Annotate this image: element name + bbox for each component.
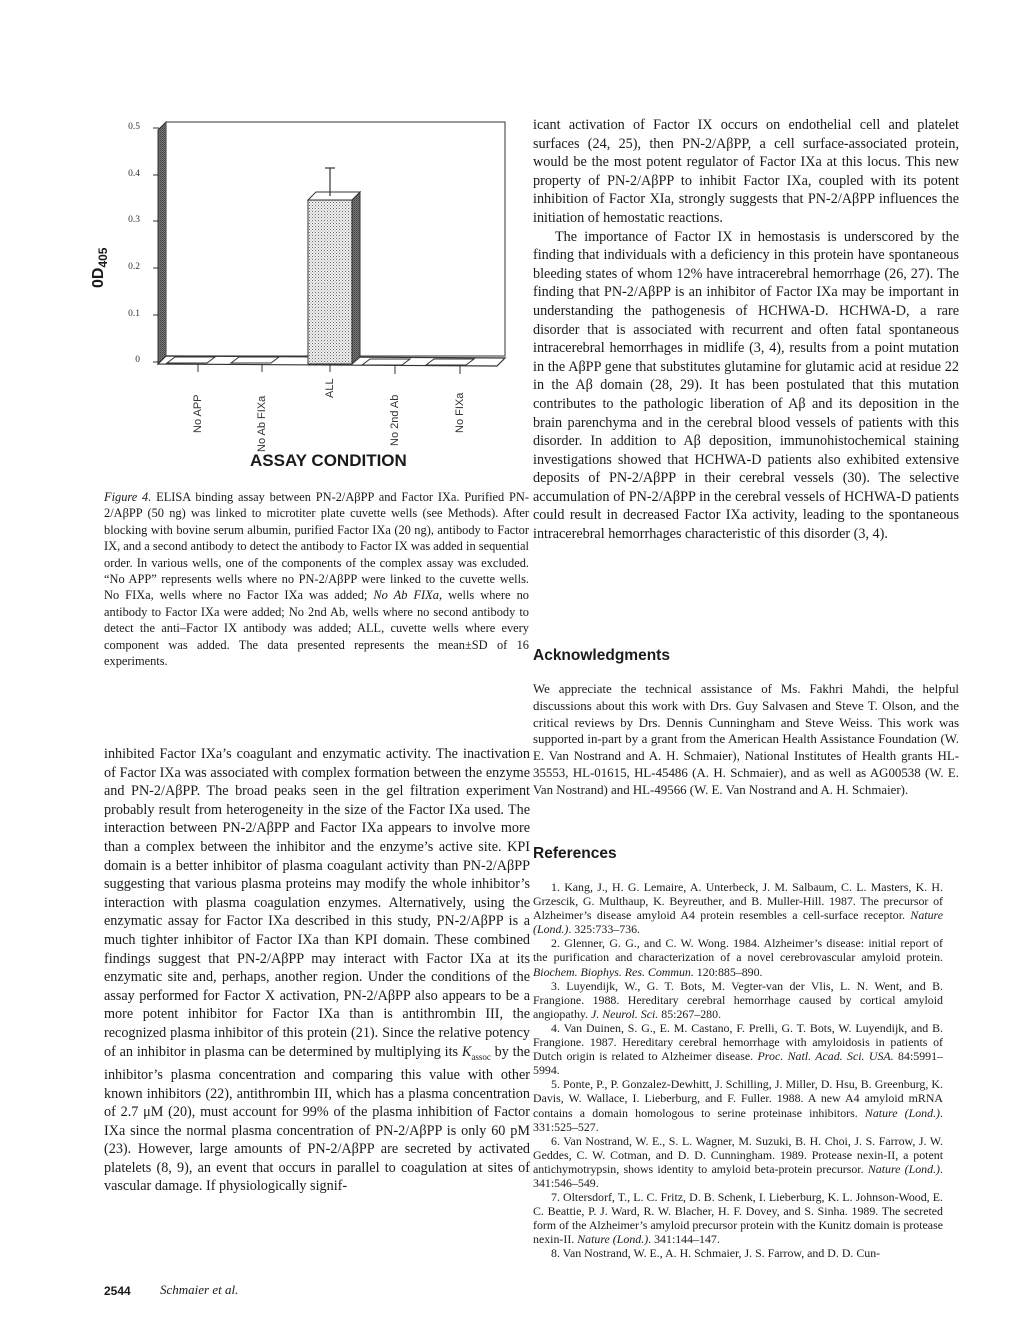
reference-text: 3. Luyendijk, W., G. T. Bots, M. Vegter-van der Vlis, L. N. Went, and B. Frangione. 1988. Hereditary cerebral hemorrhage caused by cortical amyloid angiopathy.	[533, 978, 943, 1021]
caption-part-2: wells where no antibody to Factor IXa were added; No 2nd Ab, wells where no second antibody to detect the anti–Factor IX antibody was added; ALL, cuvette wells where every component was added. The data presented represents the mean±SD of 16 experiments.	[104, 588, 529, 669]
reference-journal: Nature (Lond.)	[867, 1161, 940, 1176]
reference-item	[533, 1021, 943, 1077]
bar-no-ab-fixa	[231, 357, 279, 363]
reference-citation: . 325:733–736.	[568, 922, 641, 937]
y-tick-0.3: 0.3	[128, 215, 140, 225]
reference-citation: 85:267–280.	[658, 1006, 722, 1021]
reference-citation: . 341:546–549.	[533, 1161, 943, 1190]
right-column-body	[533, 116, 959, 544]
left-column-body	[104, 745, 530, 1196]
reference-item	[533, 1077, 943, 1133]
reference-item	[533, 979, 943, 1021]
reference-item	[533, 936, 943, 978]
reference-text: 8. Van Nostrand, W. E., A. H. Schmaier, J. S. Farrow, and D. D. Cun-	[551, 1246, 881, 1261]
reference-citation: 120:885–890.	[693, 964, 763, 979]
x-label-no-app: No APP	[192, 394, 204, 433]
left-body-part-a: inhibited Factor IXa’s coagulant and enzymatic activity. The inactivation of Factor IXa was associated with complex formation between the enzyme and PN-2/AβPP. The broad peaks seen in the gel filtration experiment probably result from heterogeneity in the size of the Factor IXa used. The interaction between PN-2/AβPP and Factor IXa appears to involve more than a complex between the inhibitor and the enzyme’s active site. KPI domain is a better inhibitor of plasma coagulant activity than PN-2/AβPP suggesting that various plasma proteins may modify the whole inhibitor’s interaction with plasma coagulation enzymes. Alternatively, using the enzymatic assay for Factor IXa described in this study, PN-2/AβPP is a much tighter inhibitor of Factor IXa than KPI domain. These combined findings suggest that PN-2/AβPP may interact with Factor IXa at its enzymatic site and, perhaps, another region. Under the conditions of the assay performed for Factor X activation, PN-2/AβPP also appears to be a more potent inhibitor for Factor IXa than is antithrombin III, the recognized plasma inhibitor of this protein (21). Since the relative potency of an inhibitor in plasma can be determined by multiplying its	[104, 746, 530, 1060]
caption-italic: No Ab FIXa,	[373, 588, 443, 603]
y-tick-0: 0	[135, 355, 140, 365]
y-axis-title-main: 0D	[90, 267, 107, 288]
left-body-part-b: by the inhibitor’s plasma concentration and comparing this value with other known inhibitors (22), antithrombin III, which has a plasma concentration of 2.7 μM (20), must account for 99% of the plasma inhibition of Factor IXa since the normal plasma concentration of PN-2/AβPP is only 60 pM (23). However, large amounts of PN-2/AβPP are secreted by activated platelets (8, 9), an event that occurs in parallel to coagulation at sites of vascular damage. If physiologically signif-	[104, 1043, 530, 1195]
x-label-no-fixa: No FIXa	[454, 392, 466, 433]
reference-journal: Proc. Natl. Acad. Sci. USA.	[757, 1049, 894, 1064]
acknowledgments-heading: Acknowledgments	[533, 647, 670, 664]
right-paragraph-1: icant activation of Factor IX occurs on endothelial cell and platelet surfaces (24, 25), then PN-2/AβPP, a cell surface-associated protein, would be the most potent regulator of Factor IXa at this locus. This new property of PN-2/AβPP to inhibit Factor IXa, coupled with its potent inhibition of Factor XIa, strongly suggests that PN-2/AβPP influences the initiation of hemostatic reactions.	[533, 117, 959, 226]
reference-journal: Nature (Lond.)	[864, 1105, 941, 1120]
bar-no-app	[167, 357, 215, 363]
bar-no-2nd-ab	[362, 359, 410, 365]
figure-4	[60, 100, 530, 710]
acknowledgments-paragraph: We appreciate the technical assistance of Ms. Fakhri Mahdi, the helpful discussions about this work with Drs. Guy Salvasen and Steve T. Olson, and the critical reviews by Drs. Dennis Cunningham and Steve Weiss. This work was supported in-part by a grant from the American Health Assistance Foundation (W. E. Van Nostrand and A. H. Schmaier), National Institutes of Health grants HL-35553, HL-01615, HL-45486 (A. H. Schmaier), and as well as AG00538 (W. E. Van Nostrand) and HL-49566 (W. E. Van Nostrand and A. H. Schmaier).	[533, 682, 959, 797]
reference-item	[533, 1190, 943, 1246]
x-label-all: ALL	[324, 378, 336, 398]
bar-no-fixa	[426, 359, 474, 365]
reference-text: 4. Van Duinen, S. G., E. M. Castano, F. Prelli, G. T. Bots, W. Luyendijk, and B. Frangione. 1987. Hereditary cerebral hemorrhage with amyloidosis in patients of Dutch origin is related to Alzheimer disease.	[533, 1020, 943, 1064]
running-footer-authors: Schmaier et al.	[160, 1282, 239, 1297]
references-list	[533, 880, 943, 1261]
reference-text: 5. Ponte, P., P. Gonzalez-Dewhitt, J. Schilling, J. Miller, D. Hsu, B. Greenburg, K. Davis, W. Wallace, I. Lieberburg, and F. Fuller. 1988. A new A4 amyloid mRNA contains a domain homologous to serine proteinase inhibitors.	[533, 1077, 943, 1120]
left-body-paragraph	[104, 745, 530, 1196]
reference-item	[533, 1246, 943, 1260]
references-heading: References	[533, 845, 617, 862]
acknowledgments-text	[533, 681, 959, 799]
reference-text: 7. Oltersdorf, T., L. C. Fritz, D. B. Schenk, I. Lieberburg, K. L. Johnson-Wood, E. C. Beattie, P. J. Ward, R. W. Blacher, H. F. Dovey, and S. Sinha. 1989. The secreted form of the Alzheimer’s amyloid precursor protein with the Kunitz domain is protease nexin-II.	[533, 1190, 943, 1247]
reference-text: 1. Kang, J., H. G. Lemaire, A. Unterbeck, J. M. Salbaum, C. L. Masters, K. H. Grzescik, G. Multhaup, K. Beyreuther, and B. Muller-Hill. 1987. The precursor of Alzheimer’s disease amyloid A4 protein resembles a cell-surface receptor.	[533, 880, 943, 923]
right-paragraph-2: The importance of Factor IX in hemostasis is underscored by the finding that individuals with a deficiency in this protein have spontaneous bleeding states of whom 12% have intracerebral hemorrhage (26, 27). The finding that PN-2/AβPP is an inhibitor of Factor IXa may be important in understanding the pathogenesis of HCHWA-D. HCHWA-D, a rare disorder that is associated with recurrent and often fatal spontaneous intracerebral hemorrhages in midlife (3, 4), results from a point mutation in the AβPP gene that substitutes glutamine for glutamic acid at residue 22 in the Aβ domain (28, 29). It has been postulated that this mutation contributes to the pathologic liberation of Aβ and its deposition in the brain parenchyma and in the cerebral blood vessels of patients with this disorder. In addition to Aβ deposition, immunohistochemical staining investigations showed that HCHWA-D patients also exhibited extensive deposits of PN-2/AβPP in their cerebral vessels (30). The selective accumulation of PN-2/AβPP in the cerebral vessels of HCHWA-D patients could result in decreased Factor IXa activity, leading to the spontaneous intracerebral hemorrhages characteristic of this disorder (3, 4).	[533, 228, 959, 543]
bar-all-side	[352, 192, 360, 364]
figure-caption	[104, 489, 529, 669]
x-axis-title: ASSAY CONDITION	[250, 451, 407, 470]
y-tick-0.5: 0.5	[128, 122, 140, 132]
k-assoc-symbol: K	[461, 1043, 472, 1060]
y-tick-0.2: 0.2	[128, 262, 140, 272]
x-label-no-ab-fixa: No Ab FIXa	[256, 395, 268, 452]
x-label-no-2nd-ab: No 2nd Ab	[389, 394, 401, 446]
reference-item	[533, 880, 943, 936]
reference-item	[533, 1134, 943, 1190]
bar-chart-plot	[60, 100, 530, 390]
reference-citation: 84:5991–5994.	[533, 1049, 943, 1078]
left-wall	[158, 122, 166, 364]
y-axis-title-sub: 405	[96, 247, 111, 268]
reference-journal: J. Neurol. Sci.	[591, 1006, 659, 1021]
caption-part-1: ELISA binding assay between PN-2/AβPP and Factor IXa. Purified PN-2/AβPP (50 ng) was linked to microtiter plate cuvette wells (see Methods). After blocking with bovine serum albumin, purified Factor IXa (20 ng), antibody to Factor IX, and a second antibody to detect the antibody to Factor IX was added in sequential order. In various wells, one of the components of the complex assay was excluded. “No APP” represents wells where no PN-2/AβPP were linked to the cuvette wells. No FIXa, wells where no Factor IXa was added;	[104, 490, 530, 603]
y-tick-0.1: 0.1	[128, 309, 140, 319]
bar-all-top	[308, 192, 360, 200]
bar-all-front	[308, 200, 352, 364]
caption-label: Figure 4.	[104, 490, 152, 504]
reference-journal: Biochem. Biophys. Res. Commun.	[533, 964, 694, 979]
caption-text	[104, 489, 529, 669]
page-number: 2544	[104, 1284, 131, 1298]
reference-journal: Nature (Lond.)	[577, 1232, 649, 1247]
k-assoc-subscript: assoc	[471, 1051, 491, 1062]
reference-text: 2. Glenner, G. G., and C. W. Wong. 1984. Alzheimer’s disease: initial report of the purification and characterization of a novel cerebrovascular amyloid protein.	[533, 936, 943, 965]
reference-citation: . 331:525–527.	[533, 1105, 943, 1134]
reference-citation: . 341:144–147.	[648, 1232, 720, 1247]
reference-journal: Nature (Lond.)	[533, 908, 943, 937]
y-tick-0.4: 0.4	[128, 169, 140, 179]
reference-text: 6. Van Nostrand, W. E., S. L. Wagner, M. Suzuki, B. H. Choi, J. S. Farrow, J. W. Geddes, C. W. Cotman, and D. D. Cunningham. 1989. Protease nexin-II, a potent antichymotrypsin, shows identity to amyloid beta-protein precursor.	[533, 1133, 943, 1176]
